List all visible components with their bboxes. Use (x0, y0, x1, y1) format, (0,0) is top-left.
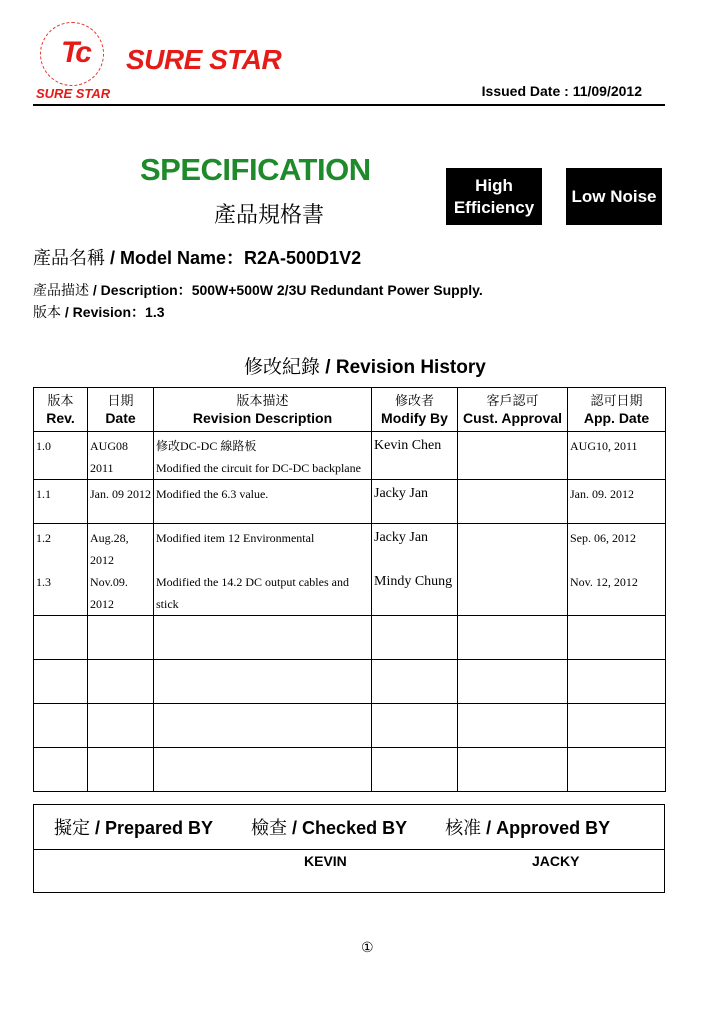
cell-rev: 1.1 (34, 480, 88, 524)
cell-modify-by: Jacky Jan (372, 480, 458, 524)
model-value: R2A-500D1V2 (244, 248, 362, 268)
table-row (34, 524, 666, 616)
history-title-en: / Revision History (320, 357, 486, 378)
cell-date: Jan. 09 2012 (88, 480, 154, 524)
cell-description: Modified item 12 Environmental Modified the 14.2 DC output cables and stick (154, 524, 372, 616)
table-row (34, 480, 666, 524)
col-header-date: 日期 Date (88, 388, 154, 432)
cell-cust-approval (458, 480, 568, 524)
description-line (33, 280, 483, 300)
revision-label-en: / Revision： (61, 304, 146, 320)
table-row (34, 432, 666, 480)
cell-app-date: AUG10, 2011 (568, 432, 666, 480)
revision-history-title (244, 352, 486, 379)
signoff-table (33, 804, 665, 893)
issued-date: Issued Date : 11/09/2012 (481, 83, 642, 99)
company-logo (32, 22, 122, 104)
checked-by-label: 檢查 / Checked BY (251, 818, 408, 838)
page-subtitle: 產品規格書 (214, 202, 325, 227)
signoff-header (34, 805, 665, 850)
col-header-rev: 版本 Rev. (34, 388, 88, 432)
model-label-zh: 產品名稱 (33, 248, 105, 268)
prepared-by-label: 擬定 / Prepared BY (54, 818, 214, 838)
cell-rev: 1.2 1.3 (34, 524, 88, 616)
cell-description: 修改DC-DC 線路板 Modified the circuit for DC-DC backplane (154, 432, 372, 480)
revision-label-zh: 版本 (33, 304, 61, 320)
table-row-empty (34, 660, 666, 704)
model-label-en: / Model Name： (105, 248, 245, 268)
cell-app-date: Jan. 09. 2012 (568, 480, 666, 524)
revision-value: 1.3 (145, 304, 165, 320)
cell-date: Aug.28, 2012 Nov.09. 2012 (88, 524, 154, 616)
table-header-row (34, 388, 666, 432)
approved-by-value: JACKY (532, 853, 580, 869)
cell-rev: 1.0 (34, 432, 88, 480)
history-title-zh: 修改紀錄 (244, 357, 321, 378)
revision-line (33, 302, 165, 322)
cell-date: AUG08 2011 (88, 432, 154, 480)
description-label-en: / Description： (89, 282, 192, 298)
page-title: SPECIFICATION (140, 152, 371, 187)
page-number: ① (361, 939, 374, 955)
description-value: 500W+500W 2/3U Redundant Power Supply. (191, 282, 483, 298)
badge-low-noise-label: Low Noise (571, 186, 657, 206)
cell-modify-by: Kevin Chen (372, 432, 458, 480)
table-row-empty (34, 748, 666, 792)
badge-low-noise (566, 168, 662, 225)
table-row-empty (34, 616, 666, 660)
revision-history-table (33, 387, 666, 792)
badge-high-efficiency (446, 168, 542, 225)
col-header-app-date: 認可日期 App. Date (568, 388, 666, 432)
description-label-zh: 產品描述 (33, 282, 89, 298)
approved-by-label: 核准 / Approved BY (445, 818, 611, 838)
col-header-modify-by: 修改者 Modify By (372, 388, 458, 432)
cell-cust-approval (458, 432, 568, 480)
signoff-values (34, 850, 665, 893)
cell-app-date: Sep. 06, 2012 Nov. 12, 2012 (568, 524, 666, 616)
badge-high-efficiency-label: High Efficiency (453, 175, 535, 217)
col-header-description: 版本描述 Revision Description (154, 388, 372, 432)
cell-modify-by: Jacky Jan Mindy Chung (372, 524, 458, 616)
header-divider (33, 104, 665, 106)
table-row-empty (34, 704, 666, 748)
col-header-cust-approval: 客戶認可 Cust. Approval (458, 388, 568, 432)
cell-cust-approval (458, 524, 568, 616)
brand-name: SURE STAR (126, 44, 282, 75)
cell-description: Modified the 6.3 value. (154, 480, 372, 524)
logo-mark: Tc (61, 36, 89, 69)
logo-subtext: SURE STAR (36, 86, 111, 101)
checked-by-value: KEVIN (304, 853, 347, 869)
model-name-line (33, 244, 361, 270)
